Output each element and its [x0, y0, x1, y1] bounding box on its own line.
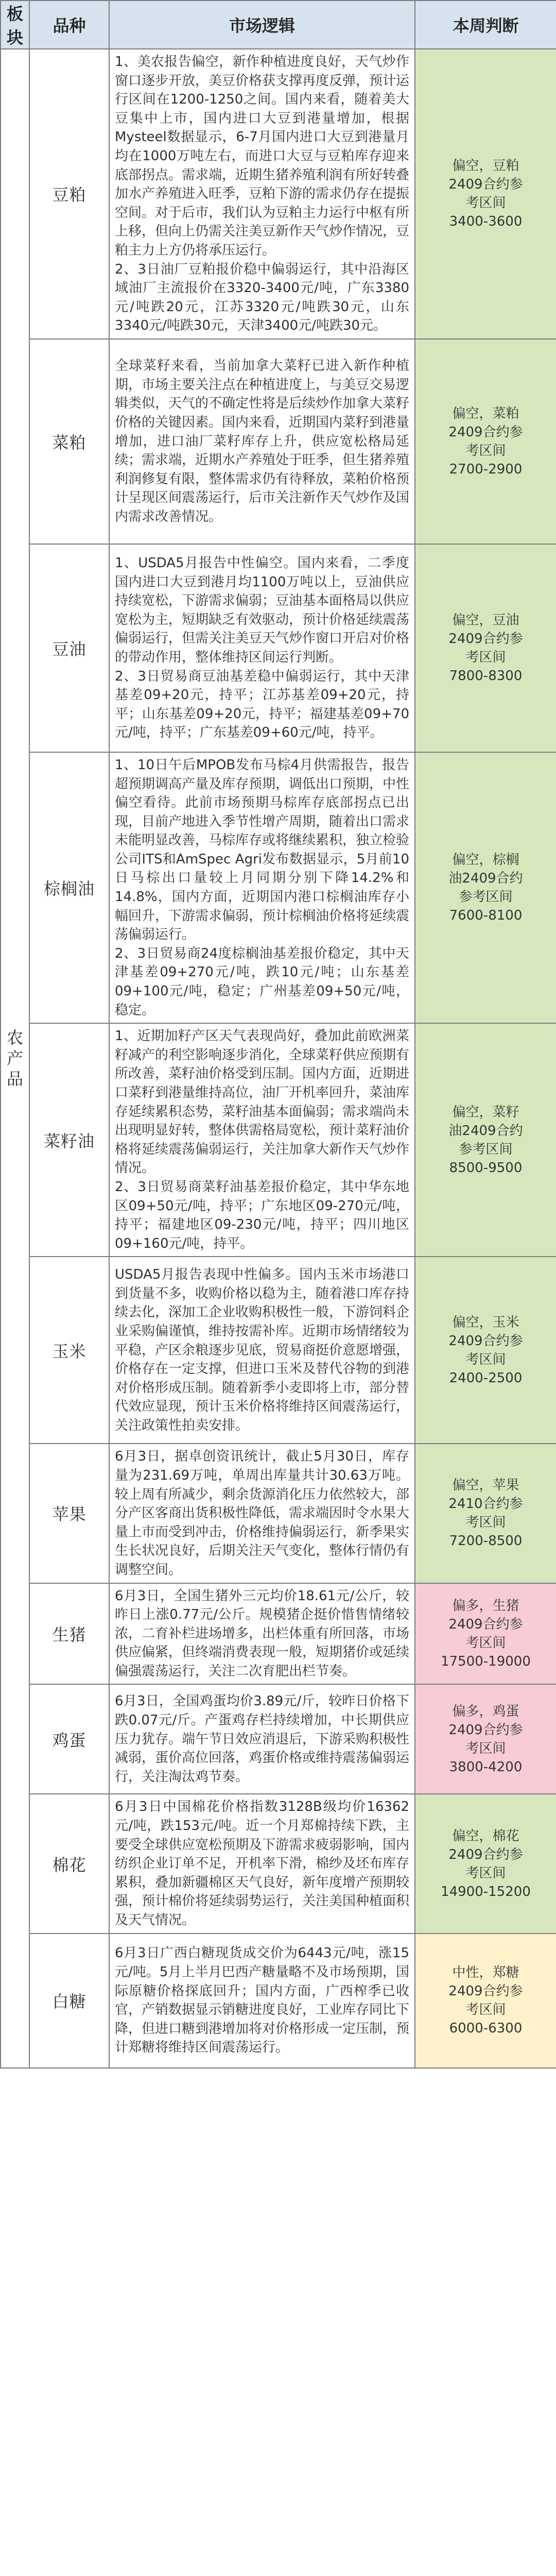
weekly-judgment	[415, 1794, 556, 1933]
weekly-judgment	[415, 752, 556, 1023]
header-sector: 板块	[1, 1, 29, 49]
sector-label: 农产品	[6, 1028, 23, 1089]
table-row	[1, 1023, 556, 1257]
judgment-line: 3800-4200	[449, 1759, 523, 1775]
weekly-judgment	[415, 1684, 556, 1794]
judgment-line: 考区间	[465, 443, 506, 459]
judgment-line: 2409合约参	[448, 1984, 523, 1999]
judgment-line: 2400-2500	[449, 1370, 523, 1386]
market-logic	[109, 1023, 415, 1257]
judgment-line: 2700-2900	[449, 461, 523, 477]
logic-paragraph: 6月3日，全国生猪外三元均价18.61元/公斤，较昨日上涨0.77元/公斤。规模猪企挺价惜售情绪较浓，二育补栏进场增多，出栏体重有所回落，市场供应偏紧，但终端消费表现一般，短期猪价或延续偏强震荡运行，关注二次育肥出栏节奏。	[115, 1588, 410, 1679]
logic-paragraph: 1、10日午后MPOB发布马棕4月供需报告，报告超预期调高产量及库存预期，调低出口预期，中性偏空看待。此前市场预期马棕库存底部拐点已出现，目前产地进入季节性增产周期，随着出口需求未能明显改善，马棕库存或将继续累积，独立检验公司ITS和AmSpec Agri发布数据显示，5月前10日马棕出口量较上月同期分别下降14.2%和14.8%，国内方面，近期国内港口棕榈油库存小幅回升，下游需求偏弱，预计棕榈油价格将延续震荡偏弱运行。	[115, 757, 410, 943]
logic-paragraph: 2、3日贸易商24度棕榈油基差报价稳定，其中天津基差09+270元/吨，跌10元/吨；山东基差09+100元/吨，稳定；广州基差09+50元/吨，稳定。	[115, 945, 409, 1018]
product-name: 白糖	[29, 1934, 109, 2068]
judgment-line: 偏多，鸡蛋	[452, 1703, 519, 1719]
table-row	[1, 1444, 556, 1583]
judgment-line: 偏空，菜籽	[452, 1104, 519, 1120]
weekly-judgment	[415, 49, 556, 339]
product-name: 豆油	[29, 544, 109, 752]
judgment-line: 考区间	[465, 1635, 506, 1651]
table-body	[1, 49, 556, 2068]
logic-paragraph: 1、美农报告偏空，新作种植进度良好，天气炒作窗口逐步开放，美豆价格获支撑再度反弹，预计运行区间在1200-1250之间。国内来看，随着美大豆集中上市，国内进口大豆到港量增加，根据Mysteel数据显示，6-7月国内进口大豆到港量月均在1000万吨左右，而进口大豆与豆粕库存迎来底部拐点。需求端，近期生猪养殖利润有所好转叠加水产养殖进入旺季，豆粕下游的需求仍存在提振空间。对于后市，我们认为豆粕主力运行中枢有所上移，但向上仍需关注美豆新作天气炒作情况，豆粕主力上方仍将承压运行。	[115, 54, 410, 258]
judgment-line: 2409合约参	[448, 1333, 523, 1349]
table-row	[1, 544, 556, 752]
judgment-line: 油2409合约	[448, 1123, 523, 1139]
judgment-line: 中性，郑糖	[452, 1965, 519, 1981]
table-row	[1, 49, 556, 339]
logic-paragraph: 2、3日油厂豆粕报价稳中偏弱运行，其中沿海区域油厂主流报价在3320-3400元/吨，广东3380元/吨跌20元，江苏3320元/吨跌30元，山东3340元/吨跌30元，天津3400元/吨跌30元。	[115, 261, 409, 334]
judgment-line: 14900-15200	[441, 1884, 531, 1900]
header-logic: 市场逻辑	[109, 1, 415, 49]
weekly-judgment	[415, 339, 556, 544]
market-logic	[109, 1257, 415, 1444]
product-name: 生猪	[29, 1583, 109, 1685]
table-header-row	[1, 1, 556, 49]
table-row	[1, 339, 556, 544]
judgment-line: 偏空，菜粕	[452, 405, 519, 421]
market-logic	[109, 752, 415, 1023]
logic-paragraph: 2、3日贸易商菜籽油基差报价稳定，其中华东地区09+50元/吨，持平；广东地区09-270元/吨，持平；福建地区09-230元/吨，持平；四川地区09+160元/吨，持平。	[115, 1179, 409, 1251]
weekly-judgment	[415, 544, 556, 752]
judgment-line: 偏空，豆粕	[452, 158, 519, 174]
judgment-line: 17500-19000	[441, 1653, 531, 1669]
product-name: 玉米	[29, 1257, 109, 1444]
judgment-line: 考区间	[465, 1740, 506, 1756]
judgment-line: 偏空，苹果	[452, 1478, 519, 1494]
judgment-line: 2409合约参	[448, 424, 523, 440]
judgment-line: 参考区间	[459, 889, 513, 905]
product-name: 菜籽油	[29, 1023, 109, 1257]
sector-cell	[1, 49, 29, 2068]
judgment-line: 2409合约参	[448, 1846, 523, 1862]
judgment-line: 3400-3600	[449, 214, 523, 230]
logic-paragraph: USDA5月报告表现中性偏多。国内玉米市场港口到货量不多，收购价格以稳为主，随着港口库存持续去化，深加工企业收购积极性一般，下游饲料企业采购偏谨慎，维持按需补库。近期市场情绪较为平稳，产区余粮逐步见底，贸易商挺价意愿增强，价格存在一定支撑，但进口玉米及替代谷物的到港对价格形成压制。随着新季小麦即将上市，部分替代效应显现，预计玉米价格将维持区间震荡运行，关注政策性拍卖安排。	[115, 1267, 410, 1433]
judgment-line: 偏空，豆油	[452, 612, 519, 628]
logic-paragraph: 6月3日，据卓创资讯统计，截止5月30日，库存量为231.69万吨，单周出库量共计30.63万吨。较上周有所减少，剩余货源消化压力依然较大，部分产区客商出货积极性降低，需求端因时令水果大量上市而受到冲击，价格维持偏弱运行，新季果实生长状况良好，后期关注天气变化，整体行情仍有调整空间。	[115, 1449, 410, 1578]
table-row	[1, 1583, 556, 1685]
table-row	[1, 1794, 556, 1933]
judgment-line: 参考区间	[459, 1141, 513, 1157]
logic-paragraph: 6月3日广西白糖现货成交价为6443元/吨，涨15元/吨。5月上半月巴西产糖量略不及市场预期，国际原糖价格探底回升；国内方面，广西榨季已收官，产销数据显示销糖进度良好，工业库存同比下降，但进口糖到港增加将对价格形成一定压制，预计郑糖将维持区间震荡运行。	[115, 1945, 410, 2056]
judgment-line: 油2409合约	[448, 871, 523, 887]
judgment-line: 6000-6300	[449, 2021, 523, 2037]
judgment-line: 考区间	[465, 1515, 506, 1531]
judgment-line: 考区间	[465, 1865, 506, 1881]
market-logic	[109, 1684, 415, 1794]
logic-paragraph: 全球菜籽来看，当前加拿大菜籽已进入新作种植期，市场主要关注点在种植进度上，与美豆交易逻辑类似，天气的不确定性将是后续炒作加拿大菜籽价格的关键因素。国内来看，近期国内菜籽到港量增加，进口油厂菜籽库存上升，供应宽松格局延续；需求端，近期水产养殖处于旺季，但生猪养殖利润修复有限，整体需求仍有待释放，菜粕价格预计呈现区间震荡运行，后市关注新作天气炒作及国内需求改善情况。	[115, 358, 410, 524]
judgment-line: 考区间	[465, 1351, 506, 1367]
judgment-line: 考区间	[465, 2002, 506, 2018]
judgment-line: 2409合约参	[448, 1722, 523, 1738]
judgment-line: 考区间	[465, 195, 506, 211]
table-row	[1, 1684, 556, 1794]
product-name: 菜粕	[29, 339, 109, 544]
market-logic	[109, 544, 415, 752]
product-name: 棉花	[29, 1794, 109, 1933]
logic-paragraph: 6月3日中国棉花价格指数3128B级均价16362元/吨，跌153元/吨。近一个月郑棉持续下跌，主要受全球供应宽松预期及下游需求疲弱影响，国内纺织企业订单不足，开机率下滑，棉纱及坯布库存累积，叠加新疆棉区天气良好，新年度增产预期较强，预计棉价将延续弱势运行，关注美国种植面积及天气情况。	[115, 1799, 410, 1928]
judgment-line: 2409合约参	[448, 631, 523, 647]
table-row	[1, 1934, 556, 2068]
judgment-line: 2409合约参	[448, 177, 523, 193]
judgment-line: 8500-9500	[449, 1160, 523, 1176]
judgment-line: 偏空，棉花	[452, 1828, 519, 1844]
weekly-judgment	[415, 1257, 556, 1444]
judgment-line: 偏空，玉米	[452, 1314, 519, 1330]
judgment-line: 7600-8100	[449, 908, 523, 924]
logic-paragraph: 1、USDA5月报告中性偏空。国内来看，二季度国内进口大豆到港月均1100万吨以上，豆油供应持续宽松，下游需求偏弱；豆油基本面格局以供应宽松为主，短期缺乏有效驱动，预计价格延续震荡偏弱运行，但需关注美豆天气炒作窗口开启对价格的带动作用，整体维持区间运行判断。	[115, 555, 410, 665]
weekly-judgment	[415, 1583, 556, 1685]
product-name: 豆粕	[29, 49, 109, 339]
logic-paragraph: 2、3日贸易商豆油基差稳中偏弱运行，其中天津基差09+20元，持平；江苏基差09+20元，持平；山东基差09+20元，持平；福建基差09+70元/吨，持平；广东基差09+60元/吨，持平。	[115, 668, 409, 741]
table-row	[1, 1257, 556, 1444]
header-judgment: 本周判断	[415, 1, 556, 49]
market-logic	[109, 339, 415, 544]
judgment-line: 偏空，棕榈	[452, 852, 519, 868]
market-logic	[109, 1444, 415, 1583]
market-logic	[109, 1934, 415, 2068]
header-product: 品种	[29, 1, 109, 49]
product-name: 棕榈油	[29, 752, 109, 1023]
weekly-judgment	[415, 1023, 556, 1257]
judgment-line: 7800-8300	[449, 668, 523, 684]
weekly-judgment	[415, 1444, 556, 1583]
market-logic	[109, 1794, 415, 1933]
logic-paragraph: 6月3日，全国鸡蛋均价3.89元/斤，较昨日价格下跌0.07元/斤。产蛋鸡存栏持续增加，中长期供应压力犹存。端午节日效应消退后，下游采购积极性减弱，蛋价高位回落，鸡蛋价格或维持震荡偏弱运行，关注淘汰鸡节奏。	[115, 1693, 410, 1785]
judgment-line: 7200-8500	[449, 1533, 523, 1549]
market-logic	[109, 49, 415, 339]
judgment-line: 2409合约参	[448, 1616, 523, 1632]
judgment-line: 偏多，生猪	[452, 1598, 519, 1614]
product-name: 苹果	[29, 1444, 109, 1583]
judgment-line: 2410合约参	[448, 1496, 523, 1512]
product-name: 鸡蛋	[29, 1684, 109, 1794]
market-logic	[109, 1583, 415, 1685]
weekly-judgment	[415, 1934, 556, 2068]
judgment-line: 考区间	[465, 649, 506, 665]
logic-paragraph: 1、近期加籽产区天气表现尚好，叠加此前欧洲菜籽减产的利空影响逐步消化，全球菜籽供应预期有所改善，菜籽油价格受到压制。国内方面，近期进口菜籽到港量维持高位，油厂开机率回升，菜油库存延续累积态势，菜籽油基本面偏弱；需求端尚未出现明显好转，整体供需格局宽松，预计菜籽油价格将延续震荡偏弱运行，关注加拿大新作天气炒作情况。	[115, 1028, 410, 1176]
table-row	[1, 752, 556, 1023]
